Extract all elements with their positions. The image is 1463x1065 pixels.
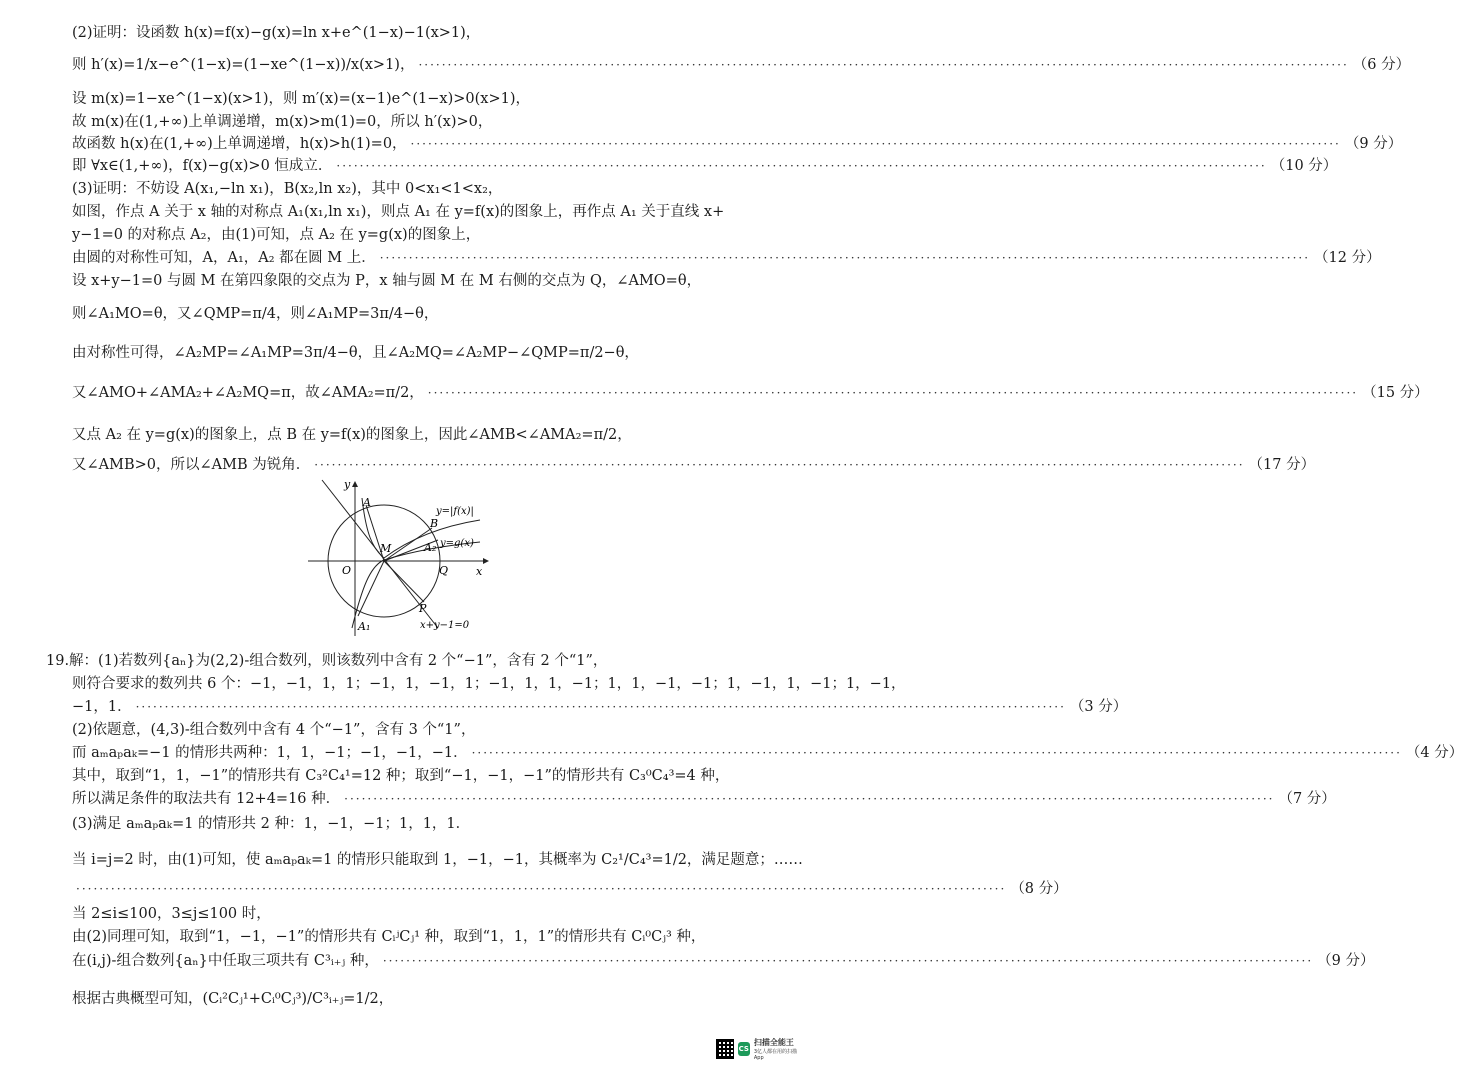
line-5: 故函数 h(x)在(1,+∞)上单调递增，h(x)>h(1)=0， ····· （9 分）	[72, 135, 724, 153]
line-4: 故 m(x)在(1,+∞)上单调递增，m(x)>m(1)=0，所以 h′(x)>0，	[72, 114, 493, 130]
line-22: 其中，取到“1，1，−1”的情形共有 C₃²C₄¹=12 种；取到“−1，−1，−1”的情形共有 C₃⁰C₄³=4 种，	[72, 768, 730, 784]
line-1: (2)证明：设函数 h(x)=f(x)−g(x)=ln x+e^(1−x)−1(x>1)，	[72, 25, 481, 41]
label-o: O	[342, 564, 352, 577]
line-26: ····· （8 分）	[72, 880, 724, 898]
line-7: (3)证明：不妨设 A(x₁,−ln x₁)，B(x₂,ln x₂)，其中 0<x₁<1<x₂，	[72, 181, 503, 197]
camscanner-logo-icon: CS	[738, 1042, 750, 1056]
line-28: 由(2)同理可知，取到“1，−1，−1”的情形共有 CᵢʲCⱼ¹ 种，取到“1，1，1”的情形共有 Cᵢ⁰Cⱼ³ 种，	[72, 929, 706, 945]
line-30: 根据古典概型可知，(Cᵢ²Cⱼ¹+Cᵢ⁰Cⱼ³)/C³ᵢ₊ⱼ=1/2，	[72, 991, 394, 1007]
label-b: B	[430, 517, 439, 530]
line-16: 又∠AMB>0，所以∠AMB 为锐角． ····· （17 分）	[72, 456, 724, 474]
line-12: 则∠A₁MO=θ，又∠QMP=π/4，则∠A₁MP=3π/4−θ，	[72, 306, 439, 322]
line-10: 由圆的对称性可知，A，A₁，A₂ 都在圆 M 上． ····· （12 分）	[72, 249, 724, 267]
watermark-name: 扫描全能王	[753, 1038, 794, 1047]
label-m: M	[380, 542, 392, 555]
geometry-figure	[300, 478, 500, 638]
line-2: 则 h′(x)=1/x−e^(1−x)=(1−xe^(1−x))/x(x>1)， ····· （6 分）	[72, 56, 724, 74]
line-20: (2)依题意，(4,3)-组合数列中含有 4 个“−1”，含有 3 个“1”，	[72, 722, 476, 738]
segment-ma1	[358, 561, 384, 616]
line-17: 19.解：(1)若数列{aₙ}为(2,2)-组合数列，则该数列中含有 2 个“−1”，含有 2 个“1”，	[46, 653, 608, 669]
line-13: 由对称性可得，∠A₂MP=∠A₁MP=3π/4−θ，且∠A₂MQ=∠A₂MP−∠QMP=π/2−θ，	[72, 345, 639, 361]
label-a: A	[363, 496, 371, 509]
line-23: 所以满足条件的取法共有 12+4=16 种． ····· （7 分）	[72, 790, 724, 808]
scanner-watermark	[716, 1037, 800, 1061]
line-8: 如图，作点 A 关于 x 轴的对称点 A₁(x₁,ln x₁)，则点 A₁ 在 y=f(x)的图象上，再作点 A₁ 关于直线 x+	[72, 204, 725, 220]
label-x: x	[476, 565, 483, 578]
line-9: y−1=0 的对称点 A₂，由(1)可知，点 A₂ 在 y=g(x)的图象上，	[72, 227, 481, 243]
line-3: 设 m(x)=1−xe^(1−x)(x>1)，则 m′(x)=(x−1)e^(1−x)>0(x>1)，	[72, 91, 531, 107]
label-p: P	[419, 602, 427, 615]
label-a1: A₁	[358, 620, 371, 633]
line-15: 又点 A₂ 在 y=g(x)的图象上，点 B 在 y=f(x)的图象上，因此∠AMB<∠AMA₂=π/2，	[72, 427, 632, 443]
line-11: 设 x+y−1=0 与圆 M 在第四象限的交点为 P，x 轴与圆 M 在 M 右侧的交点为 Q，∠AMO=θ，	[72, 273, 702, 289]
line-18: 则符合要求的数列共 6 个：−1，−1，1，1；−1，1，−1，1；−1，1，1，−1；1，1，−1，−1；1，−1，1，−1；1，−1，	[72, 676, 906, 692]
label-a2: A₂	[424, 541, 437, 554]
segment-mp	[384, 561, 424, 602]
line-25: 当 i=j=2 时，由(1)可知，使 aₘaₚaₖ=1 的情形只能取到 1，−1，−1，其概率为 C₂¹/C₄³=1/2，满足题意；……	[72, 852, 803, 868]
label-line: x+y−1=0	[420, 620, 470, 631]
line-21: 而 aₘaₚaₖ=−1 的情形共两种：1，1，−1；−1，−1，−1． ····· （4 分）	[72, 744, 724, 762]
line-29: 在(i,j)-组合数列{aₙ}中任取三项共有 C³ᵢ₊ⱼ 种， ····· （9 分）	[72, 952, 724, 970]
qr-code-icon	[716, 1039, 734, 1059]
label-y: y	[344, 478, 351, 491]
line-27: 当 2≤i≤100，3≤j≤100 时，	[72, 906, 271, 922]
line-24: (3)满足 aₘaₚaₖ=1 的情形共 2 种：1，−1，−1；1，1，1．	[72, 816, 471, 832]
label-g-curve: y=g(x)	[440, 538, 474, 549]
label-f-curve: y=|f(x)|	[436, 506, 474, 517]
line-19: −1，1． ····· （3 分）	[72, 698, 724, 716]
label-q: Q	[439, 564, 449, 577]
line-14: 又∠AMO+∠AMA₂+∠A₂MQ=π，故∠AMA₂=π/2， ····· （15 分）	[72, 384, 724, 402]
line-6: 即 ∀x∈(1,+∞)，f(x)−g(x)>0 恒成立． ····· （10 分）	[72, 157, 724, 175]
watermark-tagline: 3亿人都在用的扫描App	[753, 1049, 798, 1061]
